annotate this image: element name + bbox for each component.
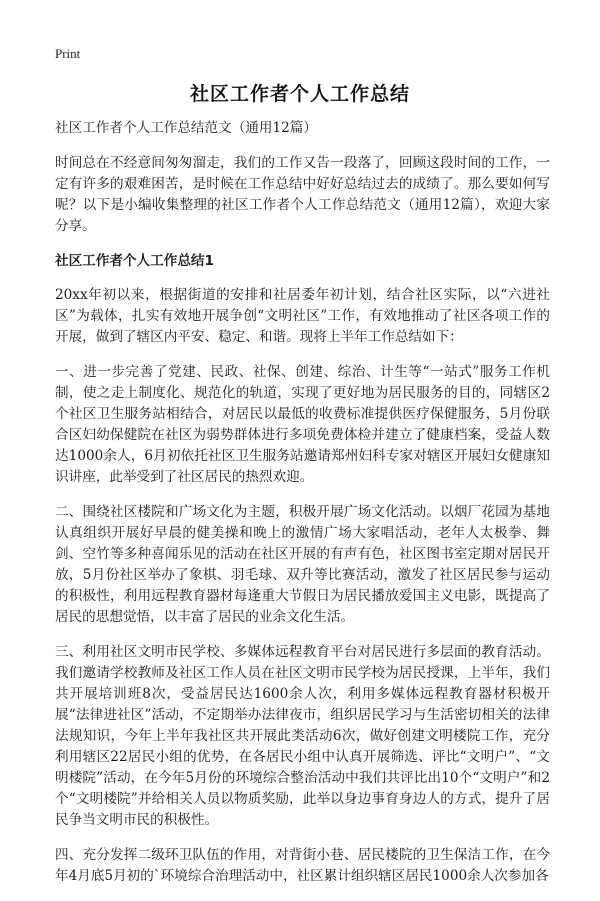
body-paragraph: 二、围绕社区楼院和广场文化为主题，积极开展广场文化活动。以烟厂花园为基地认真组织开展好早晨的健美操和晚上的激情广场大家唱活动，老年人太极拳、舞剑、空竹等多种喜闻乐见的活动在社区开展的有声有色，社区图书室定期对居民开放，5月份社区举办了象棋、羽毛球、双升等比赛活动，激发了社区居民参与运动的积极性，利用远程教育器材每逢重大节假日为居民播放爱国主义电影，既提高了居民的思想觉悟，以丰富了居民的业余文化生活。	[55, 504, 550, 625]
body-paragraph: 一、进一步完善了党建、民政、社保、创建、综治、计生等“一站式”服务工作机制，使之走上制度化、规范化的轨道，实现了更好地为居民服务的目的，同辖区2个社区卫生服务站相结合，对居民以最低的收费标准提供医疗保健服务，5月份联合区妇幼保健院在社区为弱势群体进行多项免费体检并建立了健康档案，受益人数达1000余人，6月初依托社区卫生服务站邀请郑州妇科专家对辖区开展妇女健康知识讲座，此举受到了社区居民的热烈欢迎。	[55, 364, 550, 485]
document-subtitle: 社区工作者个人工作总结范文（通用12篇）	[55, 120, 317, 136]
document-body	[55, 118, 550, 901]
body-paragraph: 四、充分发挥二级环卫队伍的作用，对背街小巷、居民楼院的卫生保洁工作，在今年4月底5月初的`环境综合治理活动中，社区累计组织辖区居民1000余人次参加各	[55, 847, 550, 884]
print-link[interactable]: Print	[55, 46, 81, 61]
body-paragraph: 20xx年初以来，根据街道的安排和社居委年初计划，结合社区实际，以“六进社区”为载体，扎实有效地开展争创“文明社区”工作，有效地推动了社区各项工作的开展，做到了辖区内平安、稳定、和谐。现将上半年工作总结如下：	[55, 287, 550, 345]
section-heading: 社区工作者个人工作总结1	[55, 253, 214, 269]
intro-paragraph: 时间总在不经意间匆匆溜走，我们的工作又告一段落了，回顾这段时间的工作，一定有许多的艰难困苦，是时候在工作总结中好好总结过去的成绩了。那么要如何写呢？以下是小编收集整理的社区工作者个人工作总结范文（通用12篇），欢迎大家分享。	[55, 155, 550, 234]
document-title: 社区工作者个人工作总结	[189, 83, 410, 105]
body-paragraph: 三、利用社区文明市民学校、多媒体远程教育平台对居民进行多层面的教育活动。我们邀请学校教师及社区工作人员在社区文明市民学校为居民授课，上半年，我们共开展培训班8次，受益居民达1600余人次，利用多媒体远程教育器材积极开展“法律进社区”活动，不定期举办法律夜市，组织居民学习与生活密切相关的法律法规知识，今年上半年我社区共开展此类活动6次，做好创建文明楼院工作，充分利用辖区22居民小组的优势，在各居民小组中认真开展筛选、评比“文明户”、“文明楼院”活动，在今年5月份的环境综合整治活动中我们共评比出10个“文明户”和2个“文明楼院”并给相关人员以物质奖励，此举以身边事育身边人的方式，提升了居民争当文明市民的积极性。	[55, 644, 550, 828]
